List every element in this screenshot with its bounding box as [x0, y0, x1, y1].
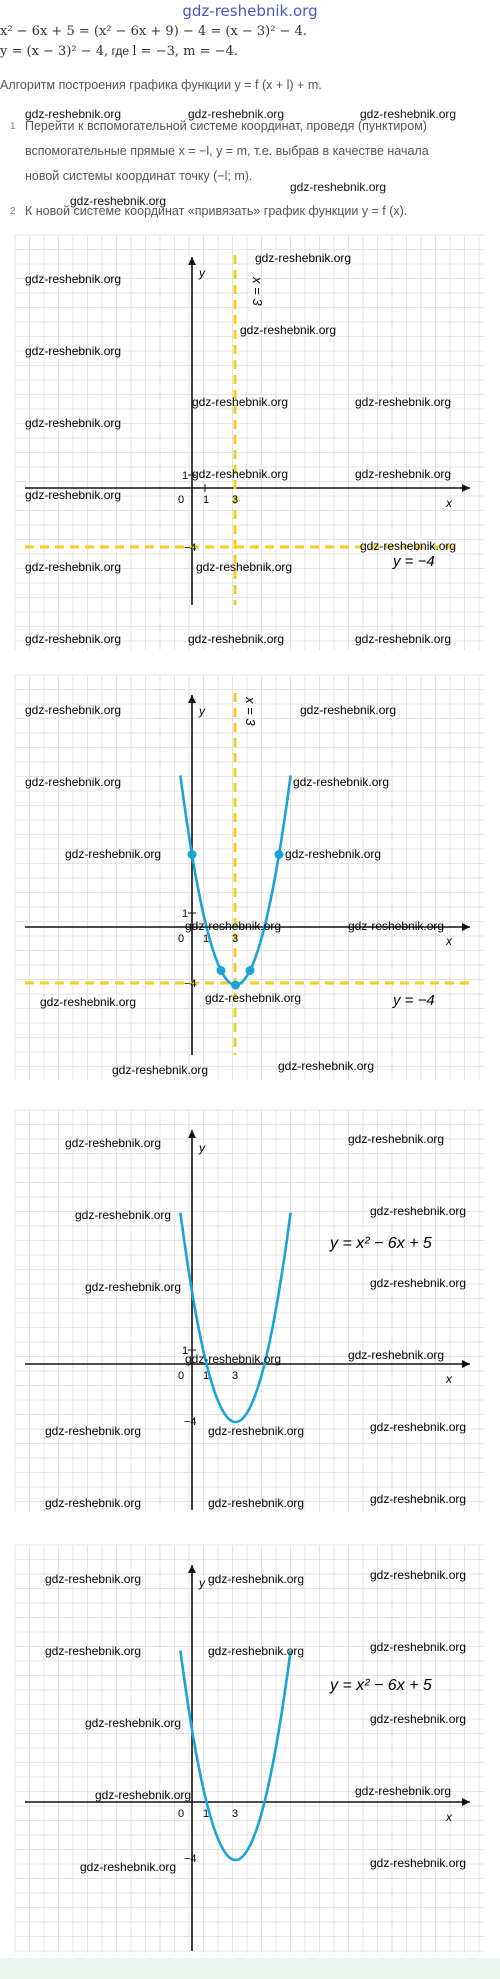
watermark: gdz-reshebnik.org [45, 1496, 142, 1510]
x-axis-arrow [462, 923, 470, 931]
hline-label: y = −4 [393, 553, 435, 570]
x-axis-arrow [462, 484, 470, 492]
watermark: gdz-reshebnik.org [196, 560, 293, 574]
watermark: gdz-reshebnik.org [370, 1420, 467, 1434]
y-tick-1: 1 [182, 1345, 189, 1357]
vline-label: x = 3 [250, 277, 265, 306]
watermark: gdz-reshebnik.org [370, 1640, 467, 1654]
y-axis-label: y [199, 1141, 205, 1155]
y-tick-minus4: −4 [184, 1416, 197, 1428]
watermark: gdz-reshebnik.org [70, 194, 167, 208]
equation-2-where: где [108, 44, 133, 58]
watermark: gdz-reshebnik.org [208, 1496, 305, 1510]
watermark: gdz-reshebnik.org [25, 488, 122, 502]
watermark: gdz-reshebnik.org [355, 395, 452, 409]
y-tick-1: 1 [182, 470, 189, 482]
watermark: gdz-reshebnik.org [370, 1276, 467, 1290]
watermark: gdz-reshebnik.org [45, 1572, 142, 1586]
x-tick-3: 3 [232, 1808, 239, 1820]
graph-panel-4 [0, 1535, 500, 1955]
watermark: gdz-reshebnik.org [208, 1644, 305, 1658]
site-watermark: gdz-reshebnik.org [182, 2, 318, 20]
watermark: gdz-reshebnik.org [85, 1280, 182, 1294]
watermark: gdz-reshebnik.org [360, 539, 457, 553]
graph-panel-1 [0, 225, 500, 655]
x-axis-arrow [462, 1798, 470, 1806]
watermark: gdz-reshebnik.org [85, 1716, 182, 1730]
y-axis-label: y [199, 266, 205, 280]
watermark: gdz-reshebnik.org [355, 632, 452, 646]
watermark: gdz-reshebnik.org [65, 847, 162, 861]
step-1-line-3: новой системы координат точку (−l; m). [25, 169, 253, 183]
watermark: gdz-reshebnik.org [355, 1784, 452, 1798]
x-tick-1: 1 [203, 494, 210, 506]
marked-point [231, 981, 240, 990]
step-2-number: 2 [10, 206, 16, 217]
watermark: gdz-reshebnik.org [360, 107, 457, 121]
graph-panel-2 [0, 665, 500, 1085]
y-tick-1: 1 [182, 908, 189, 920]
watermark: gdz-reshebnik.org [45, 1644, 142, 1658]
x-axis-arrow [462, 1360, 470, 1368]
watermark: gdz-reshebnik.org [25, 560, 122, 574]
equation-2-a: y = (x − 3)² − 4, [0, 44, 109, 59]
watermarks [25, 251, 456, 646]
watermark: gdz-reshebnik.org [40, 995, 137, 1009]
marked-point [188, 850, 197, 859]
watermark: gdz-reshebnik.org [75, 1208, 172, 1222]
hline-label: y = −4 [393, 992, 435, 1009]
parabola-label: y = x² − 6x + 5 [330, 1235, 432, 1252]
x-axis-label: x [446, 1372, 452, 1386]
watermark: gdz-reshebnik.org [370, 1204, 467, 1218]
watermark: gdz-reshebnik.org [25, 632, 122, 646]
origin-label: 0 [178, 933, 185, 945]
y-axis-label: y [199, 704, 205, 718]
watermark: gdz-reshebnik.org [293, 775, 390, 789]
x-axis-label: x [446, 1810, 452, 1824]
algorithm-title: Алгоритм построения графика функции y = f (x + l) + m. [0, 78, 322, 92]
watermark: gdz-reshebnik.org [348, 1348, 445, 1362]
watermark: gdz-reshebnik.org [25, 344, 122, 358]
y-tick-minus4: −4 [184, 542, 197, 554]
x-tick-1: 1 [203, 1370, 210, 1382]
x-tick-1: 1 [203, 933, 210, 945]
marked-point [246, 966, 255, 975]
watermark: gdz-reshebnik.org [208, 1424, 305, 1438]
watermark: gdz-reshebnik.org [370, 1856, 467, 1870]
watermark: gdz-reshebnik.org [370, 1492, 467, 1506]
watermarks [45, 1132, 466, 1510]
watermark: gdz-reshebnik.org [95, 1788, 192, 1802]
x-tick-1: 1 [203, 1808, 210, 1820]
watermark: gdz-reshebnik.org [188, 632, 285, 646]
watermark: gdz-reshebnik.org [80, 1860, 177, 1874]
y-tick-minus4: −4 [184, 978, 197, 990]
watermark: gdz-reshebnik.org [255, 251, 352, 265]
watermark: gdz-reshebnik.org [240, 323, 337, 337]
equation-line-2 [0, 44, 238, 59]
watermark: gdz-reshebnik.org [25, 107, 122, 121]
x-axis-label: x [446, 496, 452, 510]
watermark: gdz-reshebnik.org [188, 107, 285, 121]
watermark: gdz-reshebnik.org [278, 1059, 375, 1073]
watermark: gdz-reshebnik.org [112, 1063, 209, 1077]
marked-point [217, 966, 226, 975]
marked-point [275, 850, 284, 859]
watermark: gdz-reshebnik.org [25, 703, 122, 717]
step-2-line: К новой системе координат «привязать» график функции y = f (x). [25, 204, 408, 218]
watermark: gdz-reshebnik.org [355, 467, 452, 481]
watermark: gdz-reshebnik.org [370, 1568, 467, 1582]
watermark: gdz-reshebnik.org [285, 847, 382, 861]
watermark: gdz-reshebnik.org [370, 1712, 467, 1726]
footer-bar [0, 1958, 500, 1979]
step-1-number: 1 [10, 121, 16, 132]
watermark: gdz-reshebnik.org [192, 395, 289, 409]
parabola-curve [180, 1651, 290, 1860]
parabola-label: y = x² − 6x + 5 [330, 1677, 432, 1694]
watermark: gdz-reshebnik.org [65, 1136, 162, 1150]
y-axis-label: y [199, 1576, 205, 1590]
parabola-curve [180, 1213, 290, 1422]
x-tick-3: 3 [232, 1370, 239, 1382]
watermark: gdz-reshebnik.org [25, 775, 122, 789]
origin-label: 0 [178, 1370, 185, 1382]
watermark: gdz-reshebnik.org [45, 1424, 142, 1438]
watermark: gdz-reshebnik.org [192, 467, 289, 481]
watermark: gdz-reshebnik.org [290, 180, 387, 194]
step-1-line-1: Перейти к вспомогательной системе координат, проведя (пунктиром) [25, 119, 427, 133]
step-1-line-2: вспомогательные прямые x = −l, y = m, т.е. выбрав в качестве начала [25, 144, 429, 158]
x-axis-label: x [446, 934, 452, 948]
graph-panel-3 [0, 1100, 500, 1515]
watermark: gdz-reshebnik.org [185, 919, 282, 933]
origin-label: 0 [178, 494, 185, 506]
equation-2-b: l = −3, m = −4. [132, 44, 238, 59]
x-tick-3: 3 [232, 494, 239, 506]
equation-line-1: x² − 6x + 5 = (x² − 6x + 9) − 4 = (x − 3)² − 4. [0, 24, 308, 39]
watermark: gdz-reshebnik.org [348, 1132, 445, 1146]
watermark: gdz-reshebnik.org [205, 991, 302, 1005]
watermark: gdz-reshebnik.org [25, 416, 122, 430]
watermark: gdz-reshebnik.org [25, 272, 122, 286]
watermark: gdz-reshebnik.org [185, 1352, 282, 1366]
vline-label: x = 3 [243, 697, 258, 726]
watermark: gdz-reshebnik.org [300, 703, 397, 717]
y-tick-minus4: −4 [184, 1853, 197, 1865]
watermark: gdz-reshebnik.org [348, 919, 445, 933]
watermarks [45, 1568, 466, 1874]
watermark: gdz-reshebnik.org [208, 1572, 305, 1586]
x-tick-3: 3 [232, 933, 239, 945]
origin-label: 0 [178, 1808, 185, 1820]
